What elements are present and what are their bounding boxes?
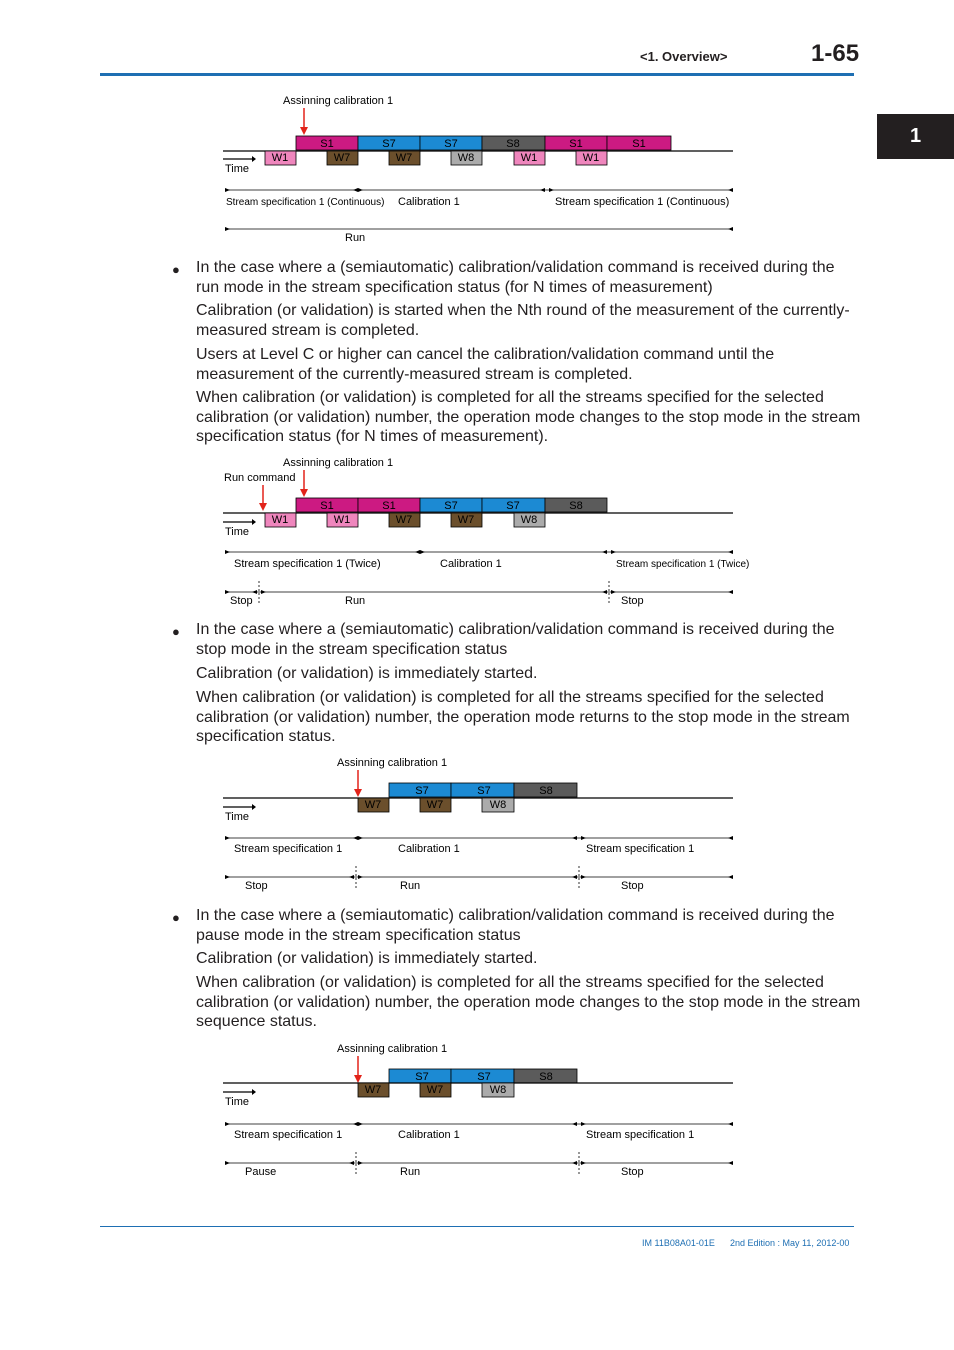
paragraph: Calibration (or validation) is immediately started. [196, 950, 538, 967]
span-arrowhead [572, 1122, 577, 1126]
bullet-icon: ● [172, 910, 180, 925]
mode-label: Stop [621, 1166, 644, 1178]
assign-label: Assinning calibration 1 [283, 457, 394, 469]
section-title: <1. Overview> [640, 49, 728, 64]
mode-label: Stop [621, 880, 644, 892]
mode-label: Run [400, 880, 421, 892]
s-block-label: S1 [632, 138, 646, 150]
w-block-label: W1 [582, 152, 600, 164]
assign-label: Assinning calibration 1 [283, 95, 394, 107]
s-block-label: S1 [569, 138, 583, 150]
time-label: Time [225, 811, 250, 823]
w-block-label: W8 [489, 799, 507, 811]
mode-arrowhead [225, 1161, 230, 1165]
mode-label: Stop [621, 595, 644, 607]
mode-label: Pause [245, 1166, 277, 1178]
mode-label: Run [345, 232, 366, 244]
section-lead: In the case where a (semiautomatic) calibration/validation command is received during the run mode in the stream specification status (for N times of measurement) [196, 259, 835, 296]
span-label: Calibration 1 [398, 196, 460, 208]
w-block-label: W7 [333, 152, 351, 164]
span-label: Stream specification 1 (Twice) [616, 559, 750, 570]
s-block-label: S7 [477, 1071, 491, 1083]
w-block-label: W1 [271, 514, 289, 526]
s-block-label: S1 [382, 500, 396, 512]
section-lead: In the case where a (semiautomatic) calibration/validation command is received during the stop mode in the stream specification status [196, 621, 835, 658]
span-label: Stream specification 1 [586, 843, 695, 855]
s-block-label: S7 [415, 1071, 429, 1083]
w-block-label: W7 [426, 1084, 444, 1096]
s-block-label: S7 [444, 138, 458, 150]
s-block-label: S8 [539, 1071, 553, 1083]
w-block-label: W8 [489, 1084, 507, 1096]
paragraph: Users at Level C or higher can cancel the calibration/validation command until the measurement of the currently-measured stream is completed. [196, 346, 775, 383]
s-block-label: S1 [320, 500, 334, 512]
assign-arrowhead [354, 1075, 362, 1083]
s-block-label: S7 [415, 785, 429, 797]
mode-arrowhead [358, 1161, 363, 1165]
section-lead: In the case where a (semiautomatic) calibration/validation command is received during the pause mode in the stream specification status [196, 907, 835, 944]
span-label: Stream specification 1 [234, 1129, 343, 1141]
span-label: Stream specification 1 [586, 1129, 695, 1141]
run-command-label: Run command [224, 472, 296, 484]
s-block-label: S8 [506, 138, 520, 150]
s-block-label: S1 [320, 138, 334, 150]
footer-edition: 2nd Edition : May 11, 2012-00 [730, 1238, 850, 1248]
span-label: Calibration 1 [398, 1129, 460, 1141]
w-block-label: W7 [426, 799, 444, 811]
mode-arrowhead [349, 1161, 354, 1165]
w-block-label: W7 [364, 799, 382, 811]
mode-label: Stop [230, 595, 253, 607]
w-block-label: W1 [520, 152, 538, 164]
paragraph: When calibration (or validation) is completed for all the streams specified for the selected calibration (or validation) number, the operation mode changes to the stop mode in the stream sequence status. [196, 974, 861, 1030]
bullet-icon: ● [172, 624, 180, 639]
w-block-label: W7 [364, 1084, 382, 1096]
span-arrowhead [581, 1122, 586, 1126]
s-block-label: S7 [382, 138, 396, 150]
paragraph: Calibration (or validation) is started when the Nth round of the measurement of the currently-measured stream is completed. [196, 302, 850, 339]
footer-doc-id: IM 11B08A01-01E [642, 1238, 715, 1248]
bullet-icon: ● [172, 262, 180, 277]
assign-label: Assinning calibration 1 [337, 757, 448, 769]
w-block-label: W1 [333, 514, 351, 526]
s-block-label: S7 [477, 785, 491, 797]
w-block-label: W1 [271, 152, 289, 164]
span-label: Stream specification 1 (Twice) [234, 558, 381, 570]
assign-label: Assinning calibration 1 [337, 1043, 448, 1055]
s-block-label: S8 [539, 785, 553, 797]
s-block-label: S7 [444, 500, 458, 512]
span-label: Stream specification 1 (Continuous) [555, 196, 730, 208]
mode-label: Run [400, 1166, 421, 1178]
time-label: Time [225, 1096, 250, 1108]
footer-rule [100, 1226, 854, 1227]
page-number: 1-65 [811, 40, 860, 67]
s-block-label: S7 [506, 500, 520, 512]
w-block-label: W7 [395, 514, 413, 526]
w-block-label: W8 [520, 514, 538, 526]
w-block-label: W7 [457, 514, 475, 526]
span-label: Stream specification 1 (Continuous) [226, 197, 385, 208]
mode-arrowhead [728, 1161, 733, 1165]
span-label: Calibration 1 [440, 558, 502, 570]
chapter-tab: 1 [877, 114, 954, 159]
time-arrowhead [252, 1089, 256, 1095]
span-arrowhead [225, 1122, 230, 1126]
w-block-label: W7 [395, 152, 413, 164]
span-arrowhead [353, 1122, 358, 1126]
mode-label: Stop [245, 880, 268, 892]
mode-label: Run [345, 595, 366, 607]
span-label: Calibration 1 [398, 843, 460, 855]
span-arrowhead [728, 1122, 733, 1126]
mode-arrowhead [581, 1161, 586, 1165]
s-block-label: S8 [569, 500, 583, 512]
span-arrowhead [358, 1122, 363, 1126]
span-label: Stream specification 1 [234, 843, 343, 855]
w-block-label: W8 [457, 152, 475, 164]
paragraph: Calibration (or validation) is immediately started. [196, 665, 538, 682]
time-label: Time [225, 526, 250, 538]
mode-arrowhead [572, 1161, 577, 1165]
paragraph: When calibration (or validation) is completed for all the streams specified for the selected calibration (or validation) number, the operation mode changes to the stop mode in the stream specification status (for N times of measurement). [196, 389, 861, 445]
time-label: Time [225, 163, 250, 175]
paragraph: When calibration (or validation) is completed for all the streams specified for the selected calibration (or validation) number, the operation mode returns to the stop mode in the stream specification status. [196, 689, 850, 745]
